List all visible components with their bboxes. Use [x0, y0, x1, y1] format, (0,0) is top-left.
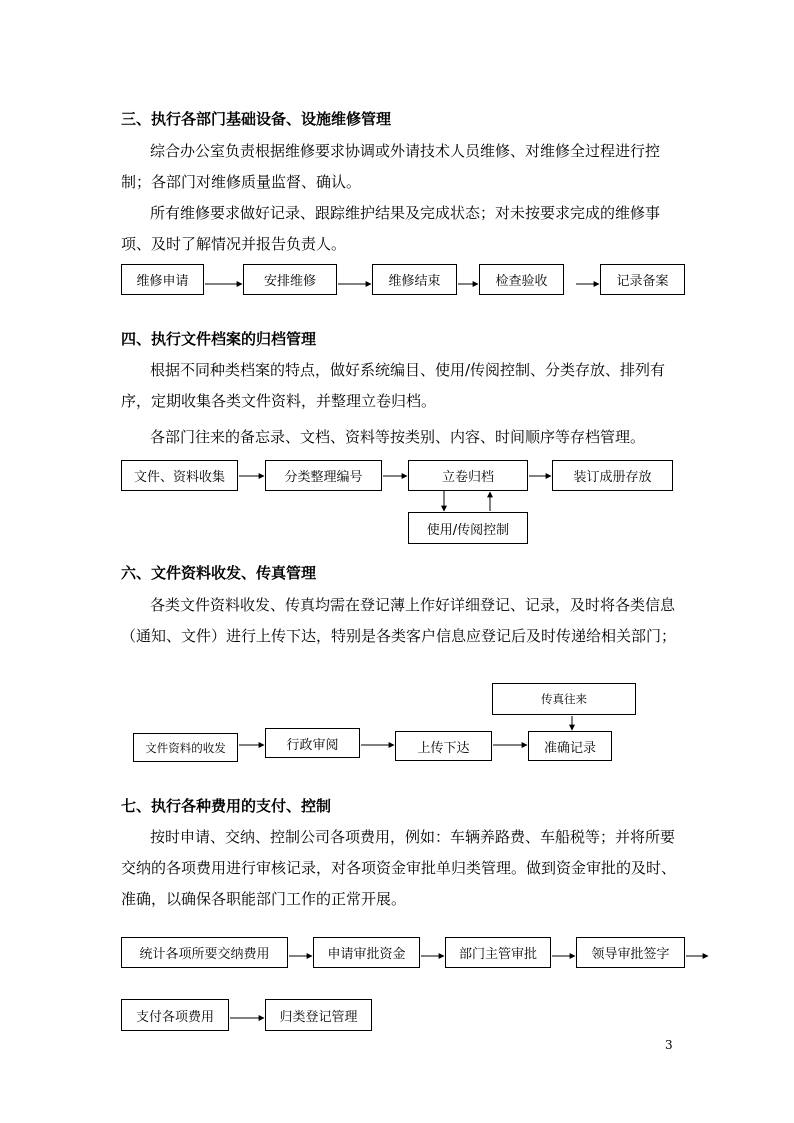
flow-box-sort-number: 分类整理编号 — [265, 460, 382, 491]
flow-box-usage-control: 使用/传阅控制 — [408, 512, 528, 544]
section-heading-6: 六、文件资料收发、传真管理 — [121, 564, 317, 582]
flow-box-apply-funds: 申请审批资金 — [313, 937, 420, 968]
flow-box-inspection: 检查验收 — [479, 264, 564, 295]
flow-box-classify-register: 归类登记管理 — [265, 999, 372, 1031]
flow-box-receive-send: 文件资料的收发 — [133, 733, 238, 762]
flow-box-admin-review: 行政审阅 — [265, 728, 360, 758]
flow-box-repair-request: 维修申请 — [121, 264, 204, 295]
section-3-paragraph-2: 所有维修要求做好记录、跟踪维护结果及完成状态；对未按要求完成的维修事项、及时了解情况并报告负责人。 — [121, 204, 661, 253]
flow-box-fax: 传真往来 — [492, 683, 636, 715]
section-heading-4: 四、执行文件档案的归档管理 — [121, 330, 317, 348]
page-number: 3 — [665, 1038, 673, 1052]
section-4-paragraph-1: 根据不同种类档案的特点，做好系统编目、使用/传阅控制、分类存放、排列有序，定期收集各类文件资料，并整理立卷归档。 — [121, 361, 666, 410]
flow-box-leader-sign: 领导审批签字 — [576, 937, 685, 968]
flow-box-relay: 上传下达 — [395, 731, 492, 761]
flow-box-archive: 立卷归档 — [408, 460, 528, 491]
flow-box-arrange-repair: 安排维修 — [243, 264, 337, 295]
flow-box-bind-store: 装订成册存放 — [552, 460, 673, 491]
section-6-paragraph-1: 各类文件资料收发、传真均需在登记薄上作好详细登记、记录，及时将各类信息（通知、文件）进行上传下达，特别是各类客户信息应登记后及时传递给相关部门； — [121, 596, 677, 645]
flow-box-accurate-record: 准确记录 — [528, 731, 612, 761]
flow-box-dept-approval: 部门主管审批 — [445, 937, 551, 968]
section-7-paragraph-1: 按时申请、交纳、控制公司各项费用，例如：车辆养路费、车船税等；并将所要交纳的各项费用进行审核记录，对各项资金审批单归类管理。做到资金审批的及时、准确，以确保各职能部门工作的正常开展。 — [121, 828, 677, 908]
section-3-paragraph-1: 综合办公室负责根据维修要求协调或外请技术人员维修、对维修全过程进行控制；各部门对维修质量监督、确认。 — [121, 142, 661, 191]
section-heading-7: 七、执行各种费用的支付、控制 — [121, 797, 332, 815]
section-heading-3: 三、执行各部门基础设备、设施维修管理 — [121, 110, 392, 128]
flow-box-repair-finished: 维修结束 — [372, 264, 457, 295]
flow-box-collect-files: 文件、资料收集 — [121, 460, 238, 491]
flow-box-record-filing: 记录备案 — [600, 264, 685, 295]
section-4-paragraph-2: 各部门往来的备忘录、文档、资料等按类别、内容、时间顺序等存档管理。 — [150, 428, 646, 446]
flow-box-pay-fees: 支付各项费用 — [121, 999, 229, 1031]
flow-box-tally-fees: 统计各项所要交纳费用 — [121, 937, 288, 968]
